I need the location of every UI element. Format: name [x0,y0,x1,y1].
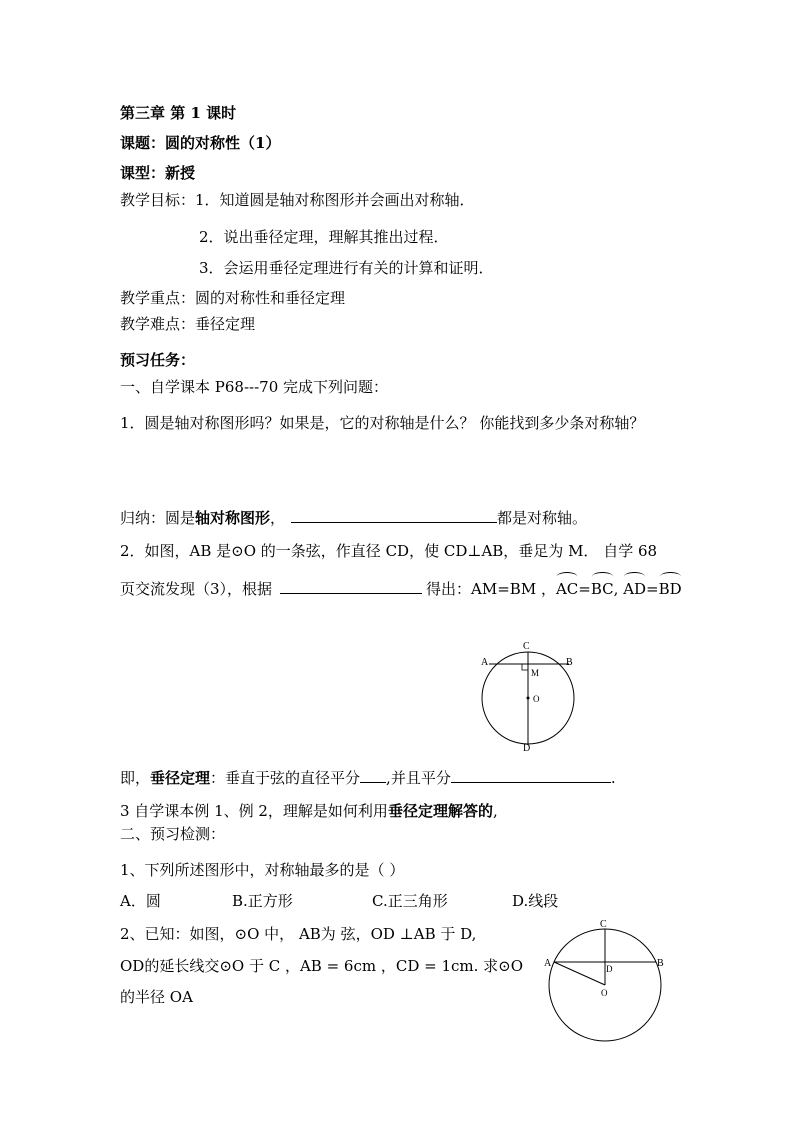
key-point: 教学重点：圆的对称性和垂径定理 [120,289,346,307]
theorem-text: ：垂直于弦的直径平分 [210,769,361,787]
equals: = [646,580,659,598]
question-3 [120,801,498,821]
arc-ac: AC [555,580,579,598]
label-d: D [606,964,613,974]
preview-section-1: 一、自学课本 P68---70 完成下列问题： [120,378,389,396]
objective-item: 1．知道圆是轴对称图形并会画出对称轴． [195,191,475,209]
answer-blank[interactable] [451,768,611,783]
label-a: A [481,657,489,668]
lesson-topic: 课题：圆的对称性（1） [120,134,281,152]
check-title: 二、预习检测： [120,825,226,843]
difficulty: 教学难点：垂径定理 [120,315,256,333]
label-m: M [531,668,540,678]
arc-ad: AD [623,580,647,598]
question-2-line-1: 2．如图，AB 是⊙O 的一条弦，作直径 CD，使 CD⊥AB，垂足为 M． 自学 68 [120,542,658,560]
objectives-row [120,190,475,210]
lesson-type: 课型：新授 [120,164,196,182]
theorem-end: . [610,769,616,787]
center-point [527,697,530,700]
option-c: C.正三角形 [372,892,448,910]
summary-suffix: 都是对称轴。 [497,509,588,527]
check-question-2-line-3: 的半径 OA [120,988,193,1006]
answer-blank[interactable] [280,579,422,594]
check-question-1: 1、下列所述图形中，对称轴最多的是（ ） [120,861,405,879]
radius-oa [554,962,605,985]
summary-prefix: 归纳：圆是 [120,509,196,527]
check-question-2-line-1: 2、已知：如图，⊙O 中， AB为 弦，OD ⊥AB 于 D, [120,925,477,943]
right-angle-mark [522,664,528,670]
q3-end: , [492,802,498,820]
equals: = [578,580,591,598]
chapter-heading: 第三章 第 1 课时 [120,104,237,122]
option-b: B.正方形 [232,892,293,910]
option-d: D.线段 [512,892,559,910]
check-question-2-line-2: OD的延长线交⊙O 于 C ，AB = 6cm ，CD = 1cm. 求⊙O [120,957,524,975]
question-2-line-2 [120,579,682,599]
question-1: 1．圆是轴对称图形吗？如果是，它的对称轴是什么？ 你能找到多少条对称轴？ [120,414,645,432]
label-c: C [600,919,607,930]
label-c: C [523,641,530,652]
figure-1-circle-diagram [474,636,586,756]
summary-bold: 轴对称图形 [195,509,271,527]
label-a: A [544,958,552,969]
separator: , [613,580,624,598]
figure-2-circle-diagram [540,915,670,1045]
arc-bd: BD [658,580,682,598]
objective-item: 3．会运用垂径定理进行有关的计算和证明． [199,259,494,277]
answer-blank[interactable] [291,508,497,523]
q3-bold: 垂径定理解答的 [387,802,493,820]
label-o: O [533,694,540,704]
summary-comma: ， [270,509,286,527]
option-a: A．圆 [120,892,161,910]
answer-blank[interactable] [360,768,386,783]
summary-line [120,508,587,528]
label-b: B [657,958,664,969]
preview-title: 预习任务： [120,351,196,369]
label-o: O [601,988,608,998]
theorem-name: 垂径定理 [150,769,211,787]
q2-prefix: 页交流发现（3），根据 [120,580,273,598]
label-d: D [523,743,531,754]
theorem-prefix: 即， [120,769,151,787]
objectives-label: 教学目标： [120,191,196,209]
theorem-line [120,768,616,788]
label-b: B [566,657,573,668]
objective-item: 2．说出垂径定理，理解其推出过程． [199,228,449,246]
arc-bc: BC [590,580,614,598]
theorem-mid: ,并且平分 [386,769,451,787]
q2-get: 得出：AM=BM ， [426,580,556,598]
q3-prefix: 3 自学课本例 1、例 2，理解是如何利用 [120,802,388,820]
